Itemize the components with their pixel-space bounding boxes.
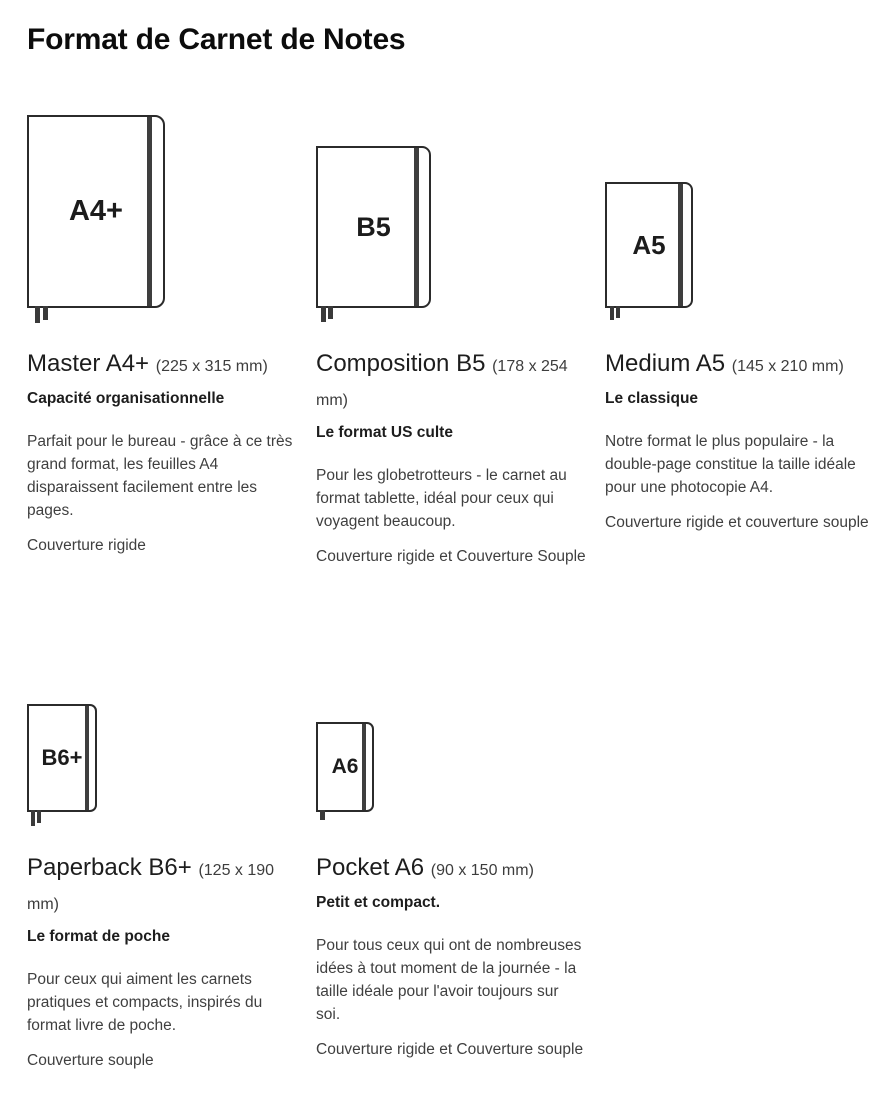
card-title — [316, 852, 586, 886]
notebook-illustration-area — [27, 702, 297, 812]
card-description: Pour ceux qui aiment les carnets pratiques et compacts, inspirés du format livre de poche. — [27, 971, 263, 1034]
bookmark-ribbon — [616, 306, 620, 318]
card-cover-types: Couverture rigide et Couverture Souple — [316, 548, 586, 565]
format-card-master-a4 — [27, 100, 297, 568]
card-subtitle: Petit et compact. — [316, 894, 441, 911]
format-card-medium-a5 — [605, 100, 875, 568]
bookmark-ribbon — [321, 306, 326, 322]
card-title — [605, 348, 875, 382]
card-subtitle: Le classique — [605, 390, 699, 407]
card-subtitle: Le format de poche — [27, 928, 170, 945]
bookmark-ribbon — [328, 306, 333, 319]
card-description: Pour les globetrotteurs - le carnet au format tablette, idéal pour ceux qui voyagent beaucoup. — [316, 467, 567, 530]
card-name: Medium A5 — [605, 350, 726, 377]
card-name: Master A4+ — [27, 350, 150, 377]
elastic-band — [147, 117, 152, 306]
elastic-band — [85, 706, 89, 810]
bookmark-ribbon — [31, 810, 35, 826]
format-grid-row-2 — [27, 702, 890, 1072]
card-cover-types: Couverture rigide et couverture souple — [605, 514, 869, 531]
card-cover-types: Couverture souple — [27, 1052, 154, 1069]
notebook-size-label: B5 — [356, 211, 391, 242]
card-dimensions: (178 x 254 mm) — [316, 358, 568, 409]
notebook-size-label: A4+ — [68, 195, 123, 227]
notebook-illustration-area — [27, 100, 297, 308]
notebook-size-label: A5 — [632, 229, 666, 260]
card-dimensions: (225 x 315 mm) — [155, 358, 268, 375]
format-card-composition-b5 — [316, 100, 586, 568]
card-name: Composition B5 — [316, 350, 486, 377]
notebook-icon — [27, 115, 165, 308]
notebook-icon — [605, 182, 693, 308]
bookmark-ribbon — [320, 810, 325, 820]
bookmark-ribbon — [610, 306, 614, 320]
card-description: Notre format le plus populaire - la double-page constitue la taille idéale pour une photocopie A4. — [605, 433, 856, 496]
card-cover-types: Couverture rigide et Couverture souple — [316, 1041, 584, 1058]
card-name: Pocket A6 — [316, 854, 425, 881]
card-description: Parfait pour le bureau - grâce à ce très grand format, les feuilles A4 disparaissent facilement entre les pages. — [27, 433, 293, 519]
card-title — [316, 348, 586, 416]
notebook-illustration-area — [316, 702, 586, 812]
page-title: Format de Carnet de Notes — [27, 23, 406, 56]
elastic-band — [414, 148, 419, 306]
card-dimensions: (125 x 190 mm) — [27, 862, 275, 913]
notebook-size-label: A6 — [331, 755, 359, 778]
card-dimensions: (90 x 150 mm) — [430, 862, 534, 879]
notebook-icon — [316, 722, 374, 812]
format-grid-row-1 — [27, 100, 890, 568]
bookmark-ribbon — [43, 306, 48, 320]
notebook-illustration-area — [316, 100, 586, 308]
card-dimensions: (145 x 210 mm) — [731, 358, 844, 375]
notebook-icon — [316, 146, 431, 308]
notebook-icon — [27, 704, 97, 812]
bookmark-ribbon — [37, 810, 41, 823]
format-card-paperback-b6 — [27, 702, 297, 1072]
format-card-pocket-a6 — [316, 702, 586, 1072]
notebook-illustration-area — [605, 100, 875, 308]
card-subtitle: Capacité organisationnelle — [27, 390, 225, 407]
card-title — [27, 348, 297, 382]
card-cover-types: Couverture rigide — [27, 537, 146, 554]
elastic-band — [678, 184, 683, 306]
notebook-size-label: B6+ — [41, 745, 83, 770]
bookmark-ribbon — [35, 306, 40, 323]
card-title — [27, 852, 297, 920]
card-subtitle: Le format US culte — [316, 424, 453, 441]
card-description: Pour tous ceux qui ont de nombreuses idées à tout moment de la journée - la taille idéale pour l'avoir toujours sur soi. — [316, 937, 582, 1023]
elastic-band — [362, 724, 366, 810]
card-name: Paperback B6+ — [27, 854, 192, 881]
